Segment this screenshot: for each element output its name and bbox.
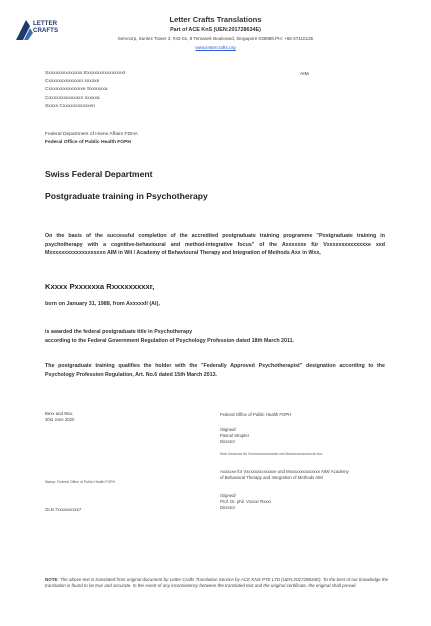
company-parent: Part of ACE KnS (UEN:201728634E) — [170, 27, 261, 33]
recipient-line: Cxxxxxxxxxxxxxn sxxxxe — [45, 79, 100, 85]
aim-label: AIM — [300, 72, 309, 77]
company-website-link[interactable]: www.lettercrafts.org — [195, 45, 236, 50]
signatory-role: Director — [220, 505, 236, 510]
birth-info: born on January 31, 1988, from Axxxxxll (Al), — [45, 301, 160, 307]
seal-text: Seal: Axxxxxxe für Vxxxxxxxxxxxxxxxxe xxd Mxxxxxxxxxxxxxxxxn Axx — [220, 452, 323, 456]
qualification-paragraph: The postgraduate training qualifies the holder with the "Federally Approved Psychotherapist" designation according to the Psychology Profession Regulation, Art. No.6 dated 15th March 2013. — [45, 363, 385, 378]
regulation-line: according to the Federal Government Regulation of Psychology Profession dated 18th March 2011. — [45, 337, 295, 344]
signatory-role: Director — [220, 439, 236, 444]
company-name: Letter Crafts Translations — [169, 15, 262, 24]
translation-note — [45, 577, 390, 589]
gln-number: GLN 7xxxxxxxxxx7 — [45, 507, 82, 512]
company-address: Servcorp, Suntec Tower 3, #42-01, 8 Temasek Boulevard, Singapore 038988.PH: +65 67110135 — [117, 36, 314, 41]
note-text: : The above text is translated from original document by Letter Crafts Translation Service by ACE KNS PTE LTD (UEN:201728634E). To the best of our knowledge the translation is found to be true and accurate. In the event of any inconsistency between the translated text and the original certificate, the original shall prevail. — [45, 577, 389, 588]
signed-mark: /Signed/ — [220, 427, 236, 432]
signatory-1 — [220, 427, 249, 445]
date: 30st June 2020 — [45, 417, 75, 422]
recipient-line: Cxxxxxxxxxxxxxxe Sxxxxxxa — [45, 87, 108, 93]
department-block — [45, 131, 138, 147]
office-line: Federal Office of Public Health FOPH — [45, 140, 131, 146]
recipient-block — [45, 70, 125, 111]
signatory-2 — [220, 493, 271, 511]
completion-paragraph: On the basis of the successful completion of the accredited postgraduate training programme "Postgraduate training in psychotherapy with a cognitive-behavioural and method-integrative focus" of the Axxxxxxe für Vxxxxxxxxxxxxxxe xxd Mxxxxxxxxxxxxxxxxxxn AIM in Wil / Academy of Behavioural Therapy and Integration of Methods Axx in Wxx, — [45, 233, 385, 257]
award-line: is awarded the federal postgraduate title in Psychotherapy — [45, 329, 193, 335]
document-subtitle: Postgraduate training in Psychotherapy — [45, 191, 208, 201]
award-paragraph — [45, 328, 385, 345]
department-line: Federal Department of Home Affairs FDHA — [45, 132, 138, 137]
holder-name: Kxxxx Pxxxxxxa Rxxxxxxxxxr, — [45, 282, 155, 291]
document-title: Swiss Federal Department — [45, 169, 153, 179]
logo-line2: CRAFTS — [33, 26, 59, 34]
signatory-name: Prof. Dr. phil. Vxxxxr Rxxxr — [220, 499, 272, 504]
academy-line: Axxxxxe für Vxxxxxxxxxxxxxe und Mxxxxxxxxxxxxxn AIM/ Academy — [220, 469, 349, 474]
recipient-line: Sxxxs Cxxxxxxxxxxxxn — [45, 103, 95, 109]
place: Bexx and Wxx — [45, 411, 73, 416]
signatory-name: Pascal Strupler — [220, 433, 250, 438]
academy-line: of Behavioral Therapy and Integration of Methods AIM — [220, 475, 323, 480]
signing-office: Federal Office of Public Health FOPH — [220, 412, 292, 417]
academy-block — [220, 469, 349, 481]
recipient-line: Sxxxxxxxxxxxxxx Exxxxxxxxxxxxxxxt — [45, 71, 126, 76]
note-label: NOTE — [45, 577, 58, 582]
stamp-text: Stamp: Federal Office of Public Health FOPH — [45, 480, 116, 484]
recipient-line: Coxxxxxxxxxxxxn sxxxxa — [45, 95, 100, 101]
logo-line1: LETTER — [33, 20, 58, 27]
place-date-block — [45, 411, 74, 423]
signed-mark: /Signed/ — [220, 493, 236, 498]
